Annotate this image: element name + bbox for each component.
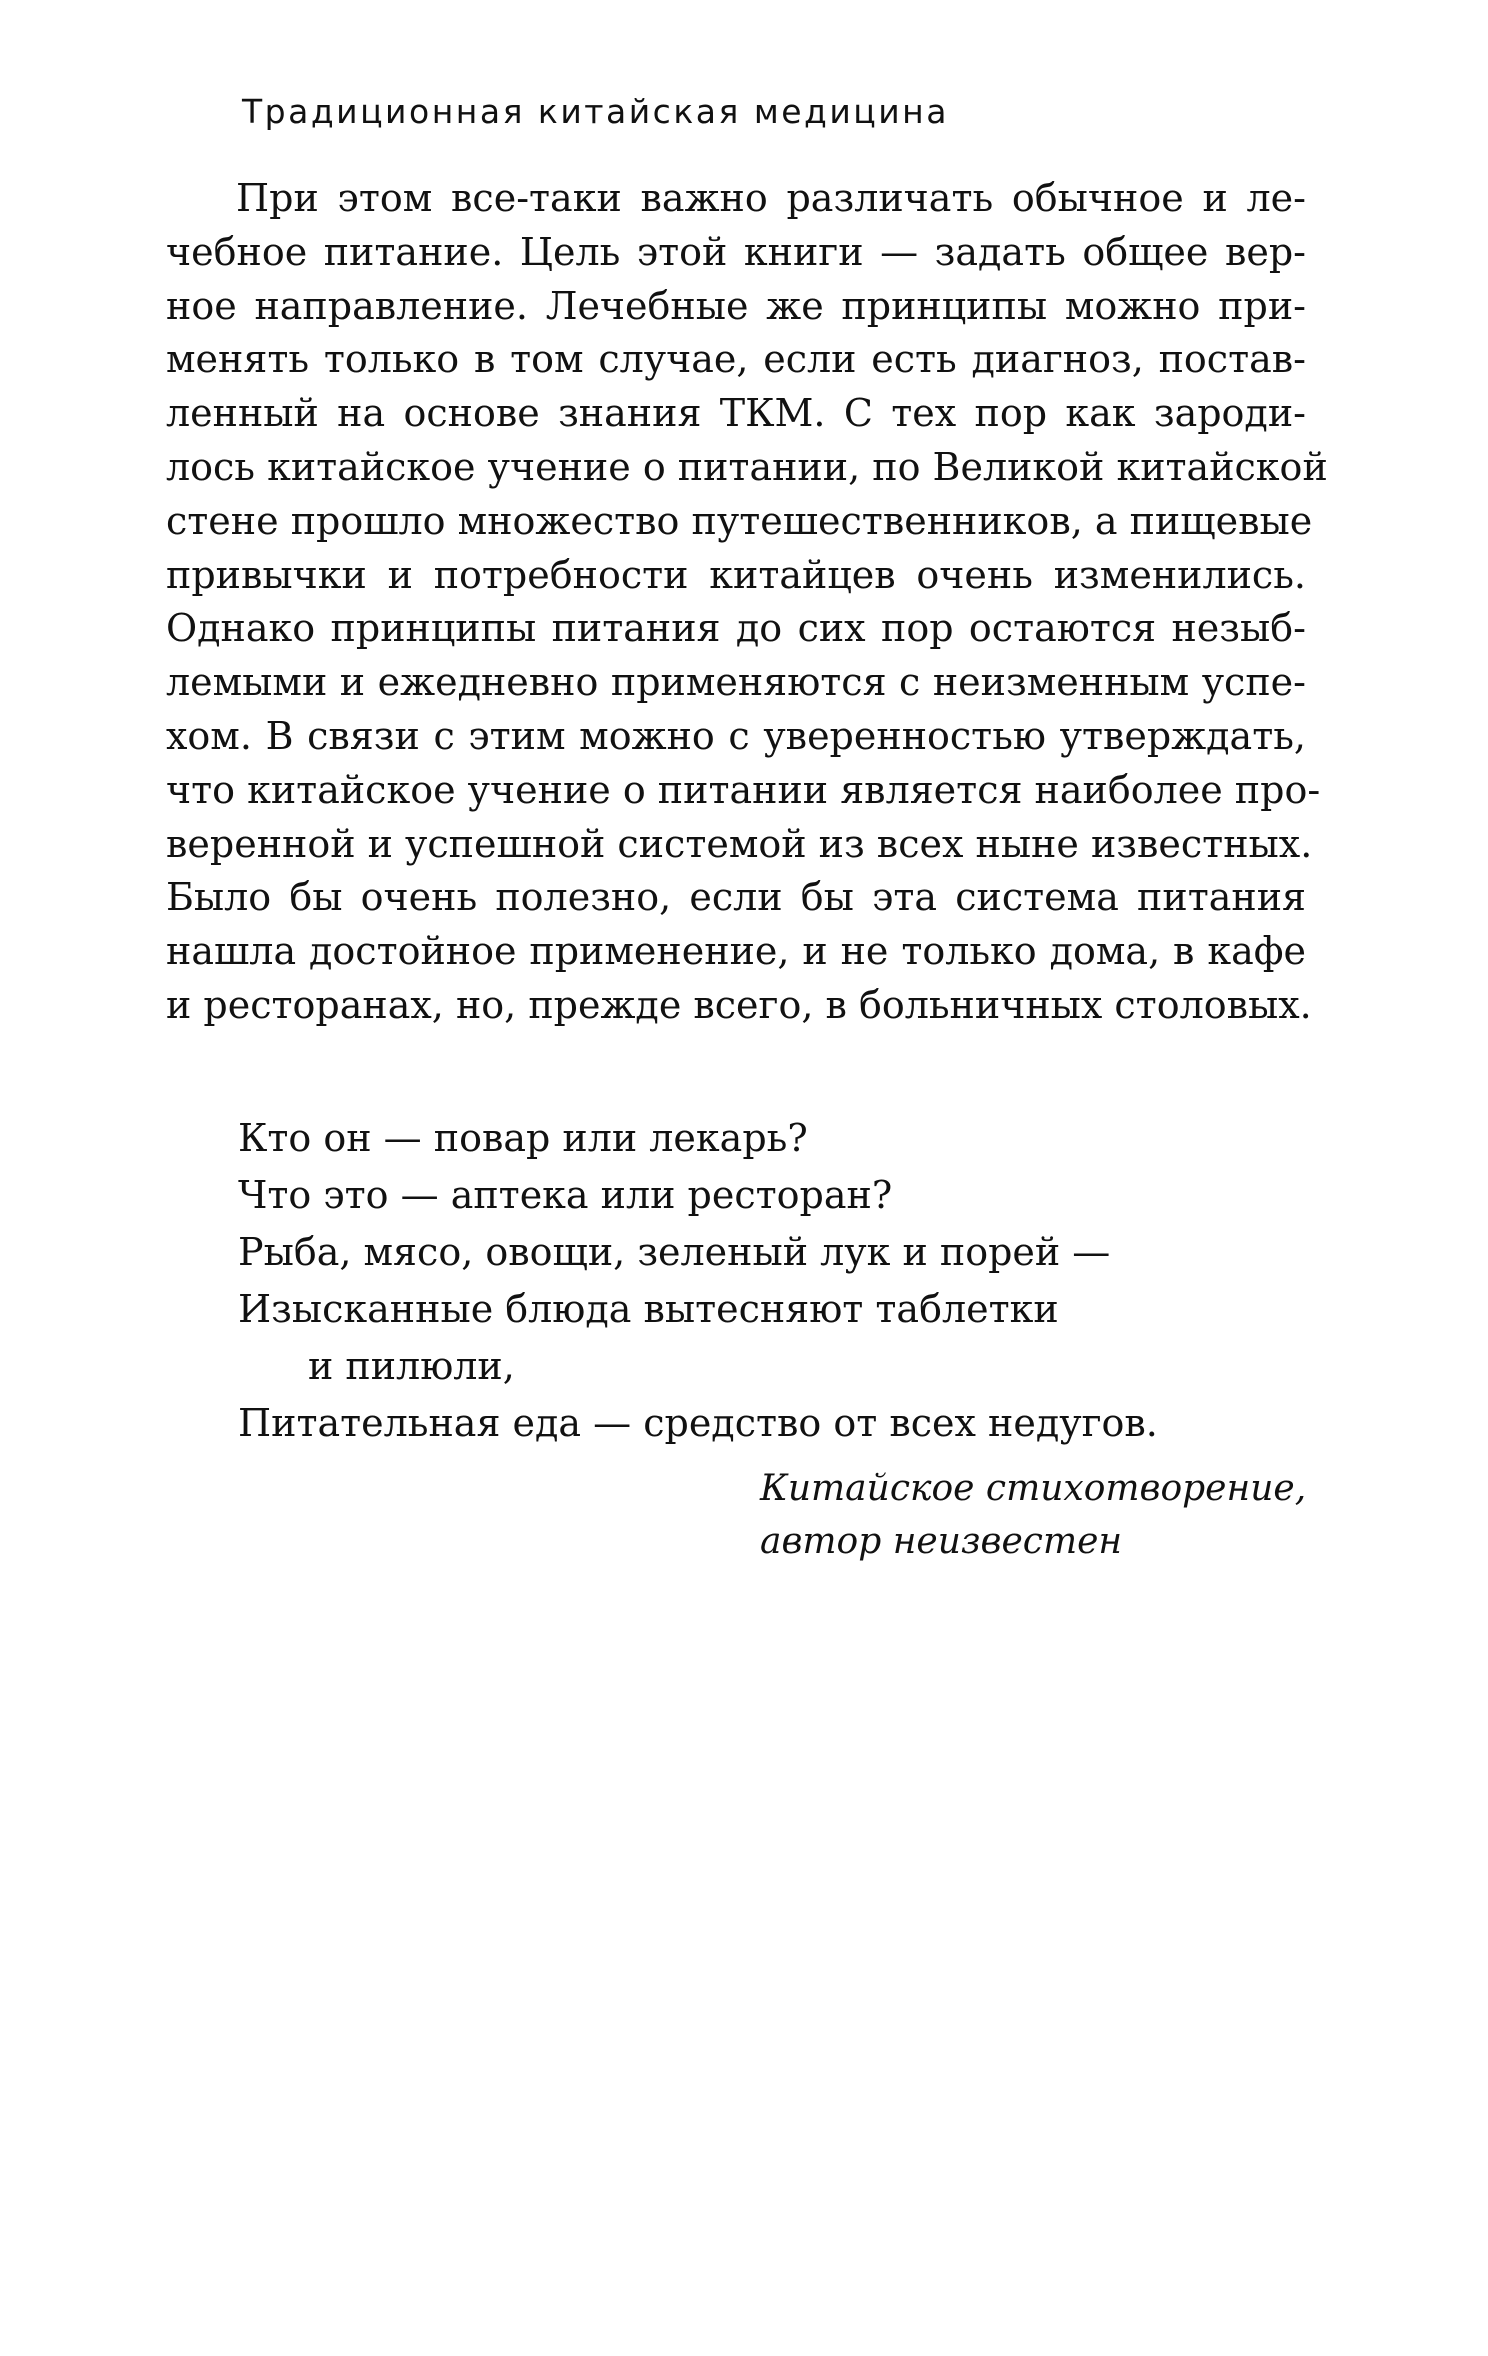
paragraph-line: стене прошло множество путешественников, а пищевые bbox=[166, 498, 1313, 543]
paragraph-line: ленный на основе знания ТКМ. С тех пор как зароди- bbox=[166, 391, 1306, 436]
poem-line: Изысканные блюда вытесняют таблетки bbox=[238, 1287, 1059, 1331]
poem-line: Кто он — повар или лекарь? bbox=[238, 1116, 808, 1160]
paragraph-line: и ресторанах, но, прежде всего, в больничных столовых. bbox=[166, 982, 1312, 1027]
paragraph-line: Однако принципы питания до сих пор остаются незыб- bbox=[166, 606, 1306, 651]
main-paragraph bbox=[166, 172, 1328, 1033]
paragraph-line: чебное питание. Цель этой книги — задать общее вер- bbox=[166, 229, 1306, 274]
running-title: Традиционная китайская медицина bbox=[242, 92, 949, 131]
poem bbox=[238, 1110, 1158, 1452]
poem-line: Что это — аптека или ресторан? bbox=[238, 1173, 893, 1217]
poem-line: Питательная еда — средство от всех недугов. bbox=[238, 1401, 1158, 1445]
paragraph-line: веренной и успешной системой из всех ныне известных. bbox=[166, 821, 1313, 866]
paragraph-line: При этом все-таки важно различать обычное и ле- bbox=[236, 176, 1306, 220]
paragraph-line: нашла достойное применение, и не только дома, в кафе bbox=[166, 929, 1306, 974]
attribution-line-2: автор неизвестен bbox=[760, 1521, 1123, 1562]
poem-attribution bbox=[760, 1462, 1306, 1568]
paragraph-line: лось китайское учение о питании, по Великой китайской bbox=[166, 444, 1328, 489]
paragraph-line: лемыми и ежедневно применяются с неизменным успе- bbox=[166, 660, 1306, 705]
paragraph-line: Было бы очень полезно, если бы эта система питания bbox=[166, 875, 1306, 920]
paragraph-line: что китайское учение о питании является наиболее про- bbox=[166, 767, 1321, 812]
poem-line-continuation: и пилюли, bbox=[308, 1344, 515, 1388]
poem-line: Рыба, мясо, овощи, зеленый лук и порей — bbox=[238, 1230, 1111, 1274]
paragraph-line: привычки и потребности китайцев очень изменились. bbox=[166, 552, 1306, 597]
paragraph-line: хом. В связи с этим можно с уверенностью утверждать, bbox=[166, 713, 1306, 758]
paragraph-line: ное направление. Лечебные же принципы можно при- bbox=[166, 283, 1306, 328]
paragraph-line: менять только в том случае, если есть диагноз, постав- bbox=[166, 337, 1306, 382]
attribution-line-1: Китайское стихотворение, bbox=[760, 1468, 1307, 1509]
